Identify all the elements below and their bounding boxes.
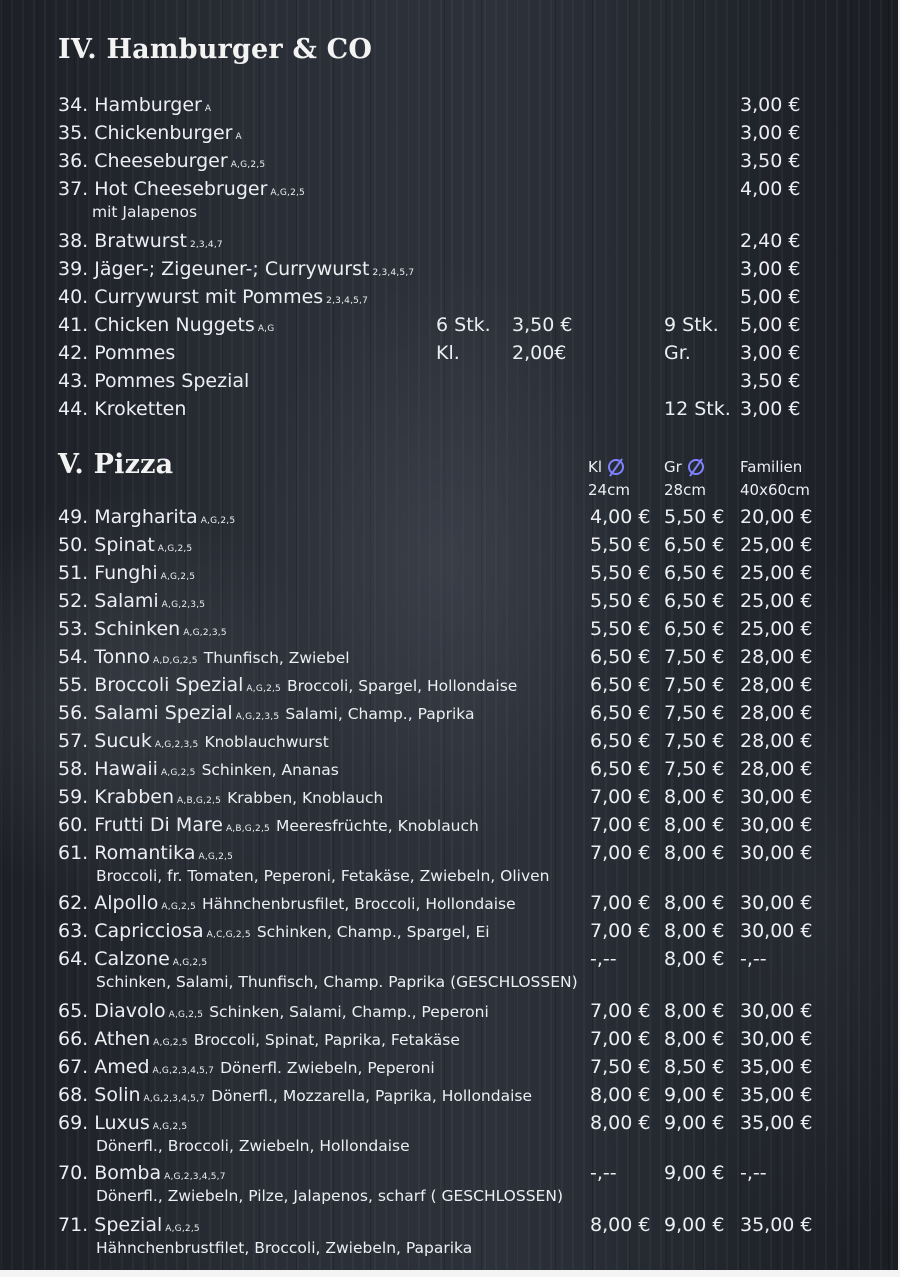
price-gr: 7,50 € xyxy=(664,646,725,668)
allergen-codes: 2,3,4,5,7 xyxy=(372,268,415,278)
price-kl: 4,00 € xyxy=(590,506,651,528)
item-name: 44. Kroketten xyxy=(58,398,187,420)
size-familien-dim: 40x60cm xyxy=(740,481,810,499)
item-price: 3,00 € xyxy=(740,258,801,280)
price-kl: 6,50 € xyxy=(590,646,651,668)
item-name: 57. Sucuk xyxy=(58,730,152,752)
item-quantity-large: 9 Stk. xyxy=(664,314,719,336)
item-name-wrap xyxy=(58,148,265,178)
item-name-wrap xyxy=(58,312,274,342)
price-kl: 7,00 € xyxy=(590,1028,651,1050)
item-name: 41. Chicken Nuggets xyxy=(58,314,255,336)
price-gr: 7,50 € xyxy=(664,730,725,752)
price-kl: 6,50 € xyxy=(590,730,651,752)
item-name: 67. Amed xyxy=(58,1056,150,1078)
price-familien: 28,00 € xyxy=(740,646,813,668)
price-gr: 8,00 € xyxy=(664,814,725,836)
price-kl: 7,50 € xyxy=(590,1056,651,1078)
size-kl-dim: 24cm xyxy=(588,481,630,499)
allergen-codes: A,G,2,3,5 xyxy=(154,740,199,750)
allergen-codes: A,G,2,5 xyxy=(246,684,281,694)
size-gr-label: Gr xyxy=(664,456,704,478)
allergen-codes: A,D,G,2,5 xyxy=(152,656,198,666)
item-price-small: 3,50 € xyxy=(512,314,573,336)
pizza-item xyxy=(58,728,900,754)
pizza-item xyxy=(58,560,900,586)
price-gr: 8,00 € xyxy=(664,786,725,808)
price-gr: 6,50 € xyxy=(664,534,725,556)
item-price-small: 2,00€ xyxy=(512,342,567,364)
price-gr: 9,00 € xyxy=(664,1112,725,1134)
price-kl: 7,00 € xyxy=(590,814,651,836)
price-gr: 8,50 € xyxy=(664,1056,725,1078)
item-name-wrap xyxy=(58,120,242,150)
size-familien-label: Familien xyxy=(740,458,803,476)
allergen-codes: A xyxy=(235,132,242,142)
price-gr: 9,00 € xyxy=(664,1084,725,1106)
item-name: 63. Capricciosa xyxy=(58,920,204,942)
pizza-item xyxy=(58,504,900,530)
pizza-item xyxy=(58,616,900,642)
burger-item xyxy=(58,396,900,422)
allergen-codes: 2,3,4,7 xyxy=(189,240,223,250)
item-name: 64. Calzone xyxy=(58,948,170,970)
burger-item xyxy=(58,312,900,338)
item-name-wrap xyxy=(58,616,227,646)
item-description: Meeresfrüchte, Knoblauch xyxy=(276,817,479,835)
price-gr: 8,00 € xyxy=(664,920,725,942)
allergen-codes: A,G,2,5 xyxy=(165,1224,200,1234)
price-kl: -,-- xyxy=(590,948,617,970)
item-name-wrap xyxy=(58,700,474,730)
price-kl: 8,00 € xyxy=(590,1214,651,1236)
item-name-wrap xyxy=(58,728,329,758)
pizza-item xyxy=(58,588,900,614)
price-gr: 7,50 € xyxy=(664,674,725,696)
burger-item xyxy=(58,92,900,118)
price-kl: 5,50 € xyxy=(590,618,651,640)
item-description: Schinken, Salami, Champ., Peperoni xyxy=(209,1003,489,1021)
price-familien: 25,00 € xyxy=(740,590,813,612)
pizza-item xyxy=(58,784,900,810)
pizza-item xyxy=(58,756,900,782)
item-name: 52. Salami xyxy=(58,590,159,612)
item-quantity-small: 6 Stk. xyxy=(436,314,491,336)
pizza-item xyxy=(58,840,900,885)
item-name: 40. Currywurst mit Pommes xyxy=(58,286,324,308)
burger-item xyxy=(58,284,900,310)
item-name-wrap xyxy=(58,644,350,674)
item-description: Salami, Champ., Paprika xyxy=(285,705,475,723)
price-familien: 20,00 € xyxy=(740,506,813,528)
allergen-codes: A,G,2,5 xyxy=(198,852,234,862)
price-gr: 8,00 € xyxy=(664,948,725,970)
item-name-wrap xyxy=(58,92,211,122)
price-kl: 7,00 € xyxy=(590,920,651,942)
item-name: 65. Diavolo xyxy=(58,1000,166,1022)
item-name: 59. Krabben xyxy=(58,786,175,808)
item-description: Thunfisch, Zwiebel xyxy=(203,649,350,667)
item-price: 5,00 € xyxy=(740,314,801,336)
item-name-wrap xyxy=(58,340,175,366)
price-familien: 30,00 € xyxy=(740,786,813,808)
price-familien: -,-- xyxy=(740,948,767,970)
price-familien: 30,00 € xyxy=(740,814,813,836)
allergen-codes: A,B,G,2,5 xyxy=(225,824,270,834)
price-gr: 7,50 € xyxy=(664,758,725,780)
pizza-item xyxy=(58,532,900,558)
burger-item xyxy=(58,368,900,394)
item-name-wrap xyxy=(58,504,235,534)
allergen-codes: A,G,2,5 xyxy=(153,1038,188,1048)
price-kl: 6,50 € xyxy=(590,702,651,724)
item-name: 51. Funghi xyxy=(58,562,158,584)
price-gr: 6,50 € xyxy=(664,590,725,612)
item-name: 53. Schinken xyxy=(58,618,181,640)
price-gr: 5,50 € xyxy=(664,506,725,528)
price-familien: 35,00 € xyxy=(740,1056,813,1078)
size-kl-label: Kl xyxy=(588,456,624,478)
allergen-codes: 2,3,4,5,7 xyxy=(326,296,369,306)
price-kl: 7,00 € xyxy=(590,892,651,914)
price-gr: 8,00 € xyxy=(664,892,725,914)
allergen-codes: A xyxy=(204,104,212,114)
allergen-codes: A,G,2,5 xyxy=(172,958,208,968)
item-description: Dönerfl., Zwiebeln, Pilze, Jalapenos, scharf ( GESCHLOSSEN) xyxy=(96,1187,563,1205)
pizza-item xyxy=(58,1160,900,1205)
item-description: Schinken, Salami, Thunfisch, Champ. Paprika (GESCHLOSSEN) xyxy=(96,973,578,991)
item-price: 3,00 € xyxy=(740,398,801,420)
price-gr: 8,00 € xyxy=(664,842,725,864)
allergen-codes: A,G,2,5 xyxy=(230,160,266,170)
allergen-codes: A,G xyxy=(257,324,275,334)
page-edge xyxy=(0,1270,900,1277)
allergen-codes: A,G,2,3,5 xyxy=(183,628,227,638)
item-description: Schinken, Champ., Spargel, Ei xyxy=(256,923,490,941)
item-name-wrap xyxy=(58,396,186,422)
price-kl: 6,50 € xyxy=(590,674,651,696)
item-name: 38. Bratwurst xyxy=(58,230,187,252)
item-name: 42. Pommes xyxy=(58,342,176,364)
pizza-item xyxy=(58,1082,900,1108)
price-gr: 9,00 € xyxy=(664,1214,725,1236)
burger-item xyxy=(58,176,900,221)
price-kl: 7,00 € xyxy=(590,786,651,808)
price-familien: 28,00 € xyxy=(740,702,813,724)
price-familien: 30,00 € xyxy=(740,1000,813,1022)
price-kl: 8,00 € xyxy=(590,1084,651,1106)
allergen-codes: A,G,2,5 xyxy=(270,188,305,198)
item-price: 3,00 € xyxy=(740,122,801,144)
pizza-item xyxy=(58,700,900,726)
item-name-wrap xyxy=(58,228,223,258)
price-gr: 7,50 € xyxy=(664,702,725,724)
pizza-item xyxy=(58,644,900,670)
item-name: 58. Hawaii xyxy=(58,758,158,780)
item-name: 61. Romantika xyxy=(58,842,196,864)
price-familien: 30,00 € xyxy=(740,842,813,864)
price-familien: 30,00 € xyxy=(740,920,813,942)
allergen-codes: A,G,2,5 xyxy=(160,768,196,778)
item-name-wrap xyxy=(58,256,414,286)
price-familien: 25,00 € xyxy=(740,562,813,584)
pizza-item xyxy=(58,1110,900,1155)
item-description: Dönerfl., Broccoli, Zwiebeln, Hollondaise xyxy=(96,1137,410,1155)
price-familien: -,-- xyxy=(740,1162,767,1184)
allergen-codes: A,G,2,3,4,5,7 xyxy=(164,1172,226,1182)
item-name-wrap xyxy=(58,756,339,786)
burger-item xyxy=(58,148,900,174)
burger-item xyxy=(58,120,900,146)
price-familien: 30,00 € xyxy=(740,892,813,914)
item-description: Hähnchenbrustfilet, Broccoli, Zwiebeln, Paparika xyxy=(96,1239,473,1257)
price-gr: 6,50 € xyxy=(664,618,725,640)
burger-item xyxy=(58,256,900,282)
allergen-codes: A,G,2,3,5 xyxy=(161,600,206,610)
item-name-wrap xyxy=(58,918,490,948)
item-name: 68. Solin xyxy=(58,1084,141,1106)
item-name-wrap xyxy=(58,284,368,314)
item-description: Broccoli, Spinat, Paprika, Fetakäse xyxy=(193,1031,460,1049)
allergen-codes: A,G,2,5 xyxy=(161,902,196,912)
item-price: 3,50 € xyxy=(740,370,801,392)
item-quantity-large: 12 Stk. xyxy=(664,398,731,420)
item-quantity-small: Kl. xyxy=(436,342,460,364)
item-description: Knoblauchwurst xyxy=(204,733,329,751)
item-name: 37. Hot Cheesebruger xyxy=(58,178,268,200)
allergen-codes: A,C,G,2,5 xyxy=(206,930,251,940)
item-name: 70. Bomba xyxy=(58,1162,162,1184)
item-description: Broccoli, fr. Tomaten, Peperoni, Fetakäse, Zwiebeln, Oliven xyxy=(96,867,550,885)
item-name: 56. Salami Spezial xyxy=(58,702,233,724)
pizza-item xyxy=(58,998,900,1024)
item-name-wrap xyxy=(58,812,479,842)
item-name: 39. Jäger-; Zigeuner-; Currywurst xyxy=(58,258,370,280)
burger-item xyxy=(58,228,900,254)
item-name: 49. Margharita xyxy=(58,506,198,528)
item-description: Schinken, Ananas xyxy=(201,761,339,779)
item-name: 34. Hamburger xyxy=(58,94,202,116)
pizza-item xyxy=(58,1026,900,1052)
pizza-item xyxy=(58,918,900,944)
price-kl: 7,00 € xyxy=(590,842,651,864)
allergen-codes: A,G,2,5 xyxy=(200,516,236,526)
price-familien: 35,00 € xyxy=(740,1214,813,1236)
price-familien: 35,00 € xyxy=(740,1084,813,1106)
price-familien: 35,00 € xyxy=(740,1112,813,1134)
item-name: 43. Pommes Spezial xyxy=(58,370,250,392)
item-price: 5,00 € xyxy=(740,286,801,308)
item-name: 55. Broccoli Spezial xyxy=(58,674,244,696)
item-name: 69. Luxus xyxy=(58,1112,150,1134)
pizza-item xyxy=(58,890,900,916)
item-description: Dönerfl., Mozzarella, Paprika, Hollondaise xyxy=(211,1087,533,1105)
item-name: 36. Cheeseburger xyxy=(58,150,228,172)
allergen-codes: A,B,G,2,5 xyxy=(177,796,222,806)
item-price: 4,00 € xyxy=(740,178,801,200)
item-description: Dönerfl. Zwiebeln, Peperoni xyxy=(220,1059,435,1077)
item-name-wrap xyxy=(58,890,516,920)
pizza-section-title: V. Pizza xyxy=(58,449,174,480)
price-kl: 5,50 € xyxy=(590,590,651,612)
pizza-item xyxy=(58,812,900,838)
pizza-item xyxy=(58,1212,900,1257)
item-name: 35. Chickenburger xyxy=(58,122,233,144)
item-description: mit Jalapenos xyxy=(92,203,198,221)
pizza-item xyxy=(58,946,900,991)
item-name-wrap xyxy=(58,532,192,562)
allergen-codes: A,G,2,5 xyxy=(160,572,196,582)
item-name-wrap xyxy=(58,784,383,814)
item-name: 60. Frutti Di Mare xyxy=(58,814,223,836)
item-price: 3,00 € xyxy=(740,94,801,116)
pizza-item xyxy=(58,672,900,698)
price-familien: 28,00 € xyxy=(740,758,813,780)
price-gr: 8,00 € xyxy=(664,1000,725,1022)
allergen-codes: A,G,2,3,4,5,7 xyxy=(143,1094,206,1104)
price-gr: 9,00 € xyxy=(664,1162,725,1184)
burger-section-title: IV. Hamburger & CO xyxy=(58,34,373,65)
item-name-wrap xyxy=(58,1054,435,1084)
item-price: 3,50 € xyxy=(740,150,801,172)
item-name: 62. Alpollo xyxy=(58,892,159,914)
item-name-wrap xyxy=(58,560,195,590)
item-name: 66. Athen xyxy=(58,1028,151,1050)
item-name: 71. Spezial xyxy=(58,1214,163,1236)
item-name: 54. Tonno xyxy=(58,646,150,668)
price-kl: -,-- xyxy=(590,1162,617,1184)
price-kl: 7,00 € xyxy=(590,1000,651,1022)
allergen-codes: A,G,2,3,5 xyxy=(235,712,280,722)
item-name-wrap xyxy=(58,672,517,702)
burger-item xyxy=(58,340,900,366)
item-name-wrap xyxy=(58,368,249,394)
item-description: Broccoli, Spargel, Hollondaise xyxy=(287,677,518,695)
size-gr-dim: 28cm xyxy=(664,481,706,499)
pizza-item xyxy=(58,1054,900,1080)
allergen-codes: A,G,2,3,4,5,7 xyxy=(152,1066,215,1076)
price-gr: 6,50 € xyxy=(664,562,725,584)
price-kl: 8,00 € xyxy=(590,1112,651,1134)
allergen-codes: A,G,2,5 xyxy=(168,1010,204,1020)
item-quantity-large: Gr. xyxy=(664,342,691,364)
item-name-wrap xyxy=(58,1026,460,1056)
item-description: Krabben, Knoblauch xyxy=(227,789,384,807)
item-description: Hähnchenbrusfilet, Broccoli, Hollondaise xyxy=(202,895,516,913)
diameter-icon xyxy=(688,459,704,475)
price-familien: 25,00 € xyxy=(740,618,813,640)
price-familien: 25,00 € xyxy=(740,534,813,556)
price-gr: 8,00 € xyxy=(664,1028,725,1050)
item-name-wrap xyxy=(58,1082,532,1112)
item-price: 2,40 € xyxy=(740,230,801,252)
price-familien: 28,00 € xyxy=(740,730,813,752)
price-familien: 30,00 € xyxy=(740,1028,813,1050)
allergen-codes: A,G,2,5 xyxy=(152,1122,188,1132)
price-kl: 6,50 € xyxy=(590,758,651,780)
diameter-icon xyxy=(608,459,624,475)
item-name-wrap xyxy=(58,588,205,618)
price-kl: 5,50 € xyxy=(590,534,651,556)
item-name: 50. Spinat xyxy=(58,534,155,556)
item-price: 3,00 € xyxy=(740,342,801,364)
allergen-codes: A,G,2,5 xyxy=(157,544,193,554)
item-name-wrap xyxy=(58,998,489,1028)
price-kl: 5,50 € xyxy=(590,562,651,584)
price-familien: 28,00 € xyxy=(740,674,813,696)
